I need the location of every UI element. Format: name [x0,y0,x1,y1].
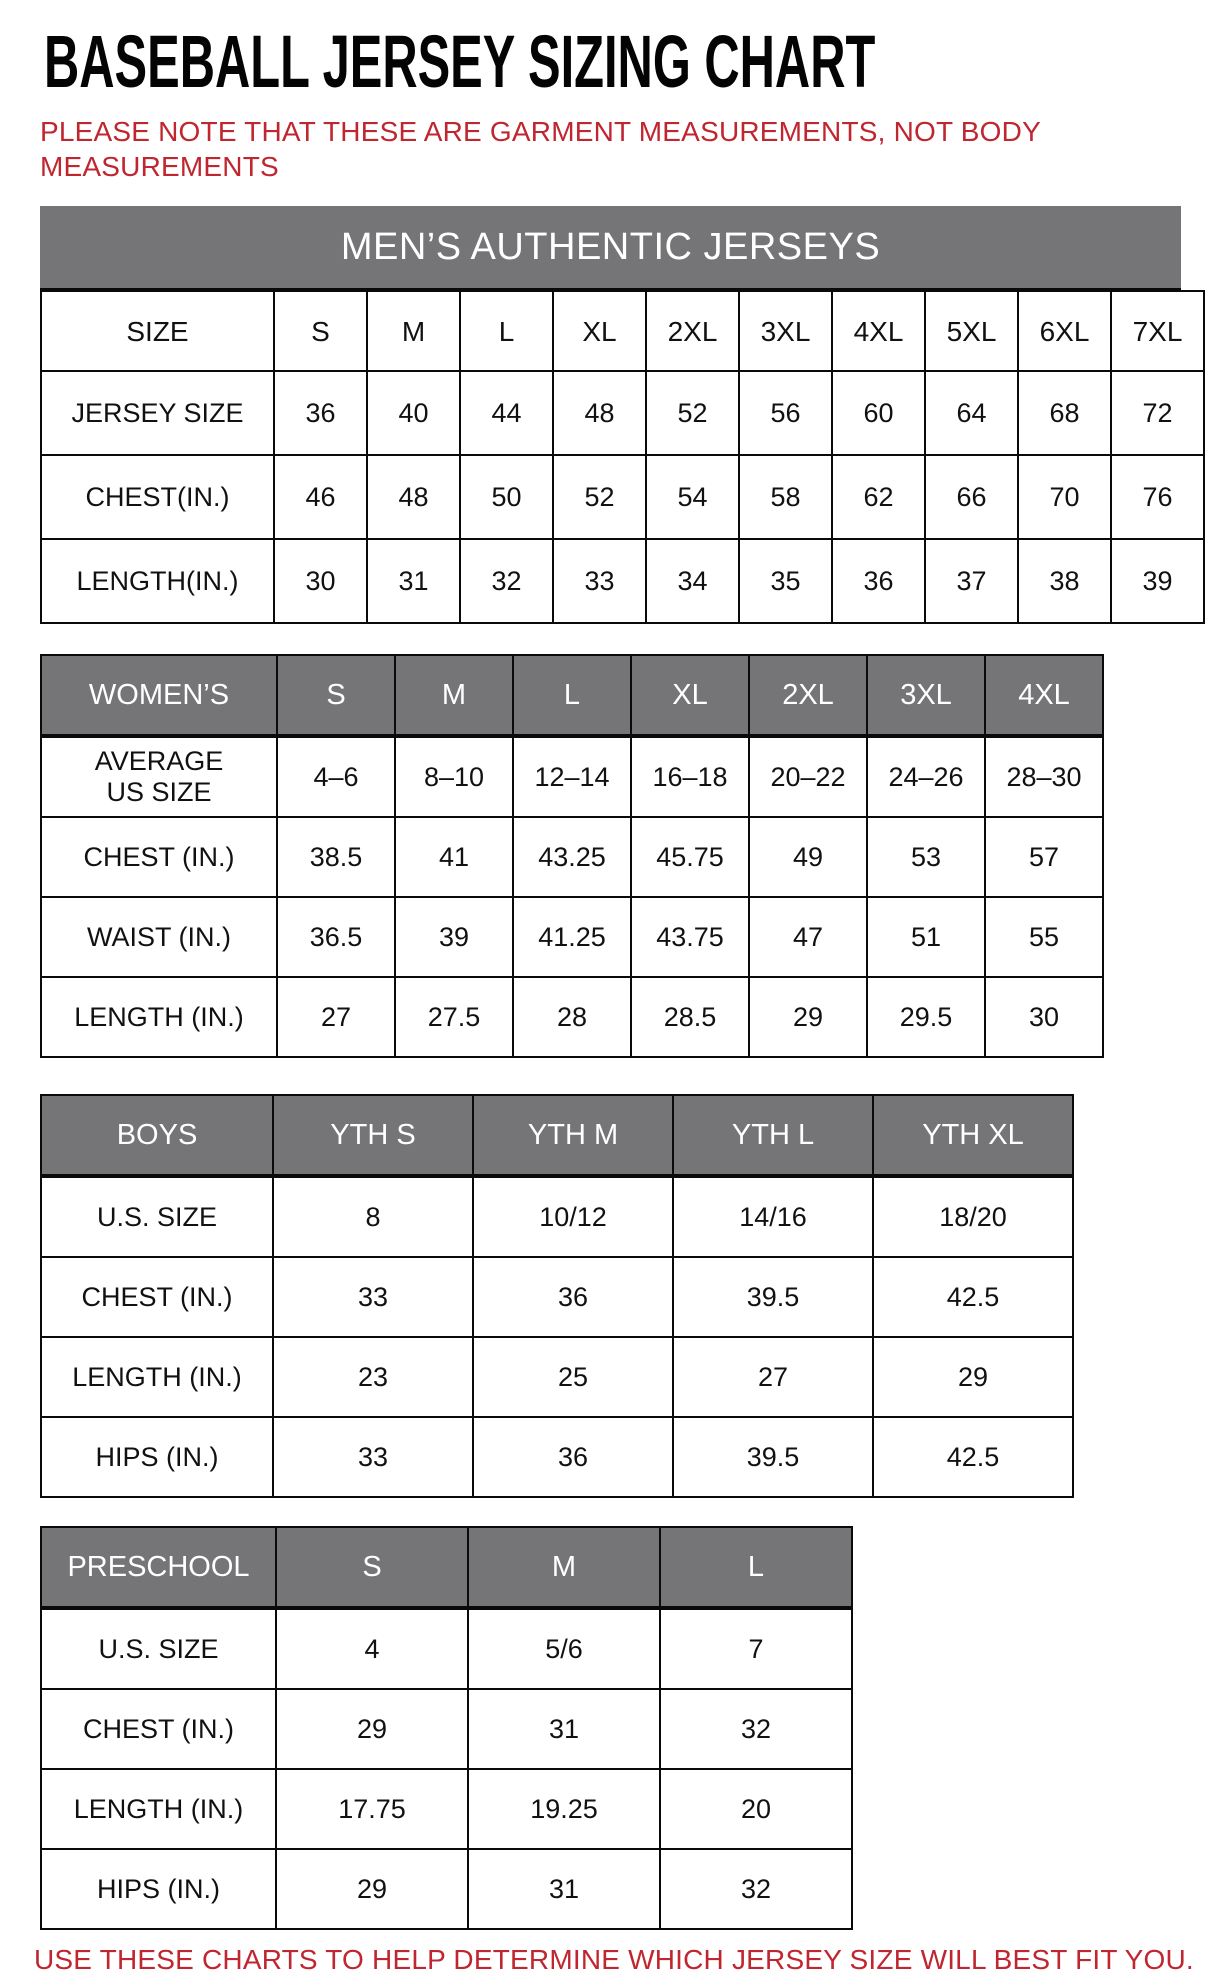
size-value-cell: 45.75 [631,817,749,897]
size-value-cell: 58 [739,455,832,539]
boys-sizing-table [40,1094,1220,1498]
table-row [41,455,1204,539]
size-value-cell: 24–26 [867,736,985,817]
size-value-cell: 76 [1111,455,1204,539]
row-label: U.S. SIZE [41,1176,273,1257]
size-value-cell: 23 [273,1337,473,1417]
size-value-cell: 36.5 [277,897,395,977]
size-value-cell: 28.5 [631,977,749,1057]
size-value-cell: 36 [274,371,367,455]
size-value-cell: 8 [273,1176,473,1257]
size-value-cell: 49 [749,817,867,897]
column-header: 4XL [985,655,1103,736]
note-line-1: PLEASE NOTE THAT THESE ARE GARMENT MEASUREMENTS, NOT BODY [40,116,1041,147]
size-value-cell: 10/12 [473,1176,673,1257]
size-value-cell: 29 [276,1689,468,1769]
size-value-cell: 41 [395,817,513,897]
size-value-cell: 32 [660,1689,852,1769]
size-value-cell: 40 [367,371,460,455]
row-label: CHEST (IN.) [41,1257,273,1337]
boys-table [40,1094,1074,1498]
row-label: HIPS (IN.) [41,1417,273,1497]
table-title-cell: SIZE [41,291,274,371]
size-value-cell: 43.25 [513,817,631,897]
row-label: LENGTH (IN.) [41,1337,273,1417]
womens-sizing-table [40,654,1220,1058]
size-value-cell: 38.5 [277,817,395,897]
size-value-cell: 27 [673,1337,873,1417]
table-title-cell: BOYS [41,1095,273,1176]
row-label: LENGTH (IN.) [41,1769,276,1849]
size-value-cell: 47 [749,897,867,977]
size-value-cell: 30 [985,977,1103,1057]
size-value-cell: 62 [832,455,925,539]
size-value-cell: 20 [660,1769,852,1849]
row-label: AVERAGE US SIZE [41,736,277,817]
table-row [41,1849,852,1929]
size-value-cell: 33 [273,1417,473,1497]
size-value-cell: 55 [985,897,1103,977]
size-value-cell: 14/16 [673,1176,873,1257]
size-value-cell: 29 [276,1849,468,1929]
header-row [41,1527,852,1608]
size-value-cell: 5/6 [468,1608,660,1689]
size-value-cell: 52 [553,455,646,539]
column-header: 4XL [832,291,925,371]
table-row [41,897,1103,977]
size-value-cell: 34 [646,539,739,623]
size-value-cell: 44 [460,371,553,455]
mens-jerseys-section [40,206,1220,624]
size-value-cell: 57 [985,817,1103,897]
size-value-cell: 64 [925,371,1018,455]
size-value-cell: 37 [925,539,1018,623]
column-header: L [513,655,631,736]
table-row [41,1417,1073,1497]
column-header: L [460,291,553,371]
table-row [41,539,1204,623]
table-row [41,817,1103,897]
size-value-cell: 68 [1018,371,1111,455]
size-value-cell: 48 [553,371,646,455]
column-header: 5XL [925,291,1018,371]
size-value-cell: 54 [646,455,739,539]
column-header: 2XL [749,655,867,736]
size-value-cell: 20–22 [749,736,867,817]
page-title: BASEBALL JERSEY SIZING CHART [44,20,876,103]
table-row [41,736,1103,817]
size-value-cell: 39 [395,897,513,977]
womens-jerseys-section [40,654,1220,1058]
size-value-cell: 56 [739,371,832,455]
size-value-cell: 36 [832,539,925,623]
table-row [41,977,1103,1057]
header-row [41,1095,1073,1176]
column-header: 3XL [867,655,985,736]
row-label: CHEST(IN.) [41,455,274,539]
size-value-cell: 16–18 [631,736,749,817]
size-value-cell: 70 [1018,455,1111,539]
column-header: S [277,655,395,736]
table-row [41,1257,1073,1337]
size-value-cell: 12–14 [513,736,631,817]
size-value-cell: 52 [646,371,739,455]
size-value-cell: 31 [367,539,460,623]
column-header: 7XL [1111,291,1204,371]
size-value-cell: 7 [660,1608,852,1689]
column-header: M [367,291,460,371]
footer-note: USE THESE CHARTS TO HELP DETERMINE WHICH JERSEY SIZE WILL BEST FIT YOU. [34,1944,1194,1975]
size-value-cell: 27 [277,977,395,1057]
table-row [41,1608,852,1689]
size-value-cell: 19.25 [468,1769,660,1849]
size-value-cell: 50 [460,455,553,539]
size-value-cell: 36 [473,1257,673,1337]
table-title-cell: PRESCHOOL [41,1527,276,1608]
size-value-cell: 28 [513,977,631,1057]
size-value-cell: 60 [832,371,925,455]
size-value-cell: 33 [553,539,646,623]
column-header: YTH S [273,1095,473,1176]
preschool-sizing-table [40,1526,1220,1930]
size-value-cell: 48 [367,455,460,539]
column-header: 6XL [1018,291,1111,371]
row-label: LENGTH(IN.) [41,539,274,623]
mens-table-banner: MEN’S AUTHENTIC JERSEYS [40,206,1181,290]
table-row [41,1337,1073,1417]
mens-sizing-table [40,290,1220,624]
column-header: XL [631,655,749,736]
size-value-cell: 31 [468,1849,660,1929]
size-value-cell: 42.5 [873,1257,1073,1337]
table-title-cell: WOMEN’S [41,655,277,736]
column-header: YTH L [673,1095,873,1176]
size-value-cell: 8–10 [395,736,513,817]
note-line-2: MEASUREMENTS [40,151,279,182]
column-header: M [395,655,513,736]
column-header: M [468,1527,660,1608]
size-value-cell: 39.5 [673,1417,873,1497]
size-value-cell: 53 [867,817,985,897]
row-label: HIPS (IN.) [41,1849,276,1929]
mens-table [40,290,1205,624]
preschool-table [40,1526,853,1930]
size-value-cell: 29 [873,1337,1073,1417]
size-value-cell: 66 [925,455,1018,539]
column-header: 3XL [739,291,832,371]
row-label: LENGTH (IN.) [41,977,277,1057]
preschool-jerseys-section [40,1526,1220,1930]
size-value-cell: 32 [460,539,553,623]
column-header: YTH M [473,1095,673,1176]
size-value-cell: 25 [473,1337,673,1417]
header-row [41,655,1103,736]
size-value-cell: 36 [473,1417,673,1497]
boys-jerseys-section [40,1094,1220,1498]
size-value-cell: 43.75 [631,897,749,977]
size-value-cell: 4 [276,1608,468,1689]
size-value-cell: 46 [274,455,367,539]
row-label: CHEST (IN.) [41,817,277,897]
size-value-cell: 4–6 [277,736,395,817]
table-row [41,1176,1073,1257]
size-value-cell: 29 [749,977,867,1057]
size-value-cell: 27.5 [395,977,513,1057]
size-value-cell: 29.5 [867,977,985,1057]
size-value-cell: 51 [867,897,985,977]
size-value-cell: 41.25 [513,897,631,977]
size-value-cell: 32 [660,1849,852,1929]
column-header: S [276,1527,468,1608]
size-value-cell: 17.75 [276,1769,468,1849]
row-label: JERSEY SIZE [41,371,274,455]
table-row [41,371,1204,455]
size-value-cell: 28–30 [985,736,1103,817]
size-value-cell: 38 [1018,539,1111,623]
row-label: WAIST (IN.) [41,897,277,977]
row-label: CHEST (IN.) [41,1689,276,1769]
header-row [41,291,1204,371]
size-value-cell: 72 [1111,371,1204,455]
row-label: U.S. SIZE [41,1608,276,1689]
table-row [41,1769,852,1849]
size-value-cell: 42.5 [873,1417,1073,1497]
size-value-cell: 31 [468,1689,660,1769]
column-header: YTH XL [873,1095,1073,1176]
size-value-cell: 39.5 [673,1257,873,1337]
size-value-cell: 30 [274,539,367,623]
table-row [41,1689,852,1769]
size-value-cell: 33 [273,1257,473,1337]
size-value-cell: 39 [1111,539,1204,623]
column-header: S [274,291,367,371]
column-header: XL [553,291,646,371]
womens-table [40,654,1104,1058]
garment-measurements-note [40,114,1220,184]
column-header: L [660,1527,852,1608]
size-value-cell: 35 [739,539,832,623]
column-header: 2XL [646,291,739,371]
size-value-cell: 18/20 [873,1176,1073,1257]
